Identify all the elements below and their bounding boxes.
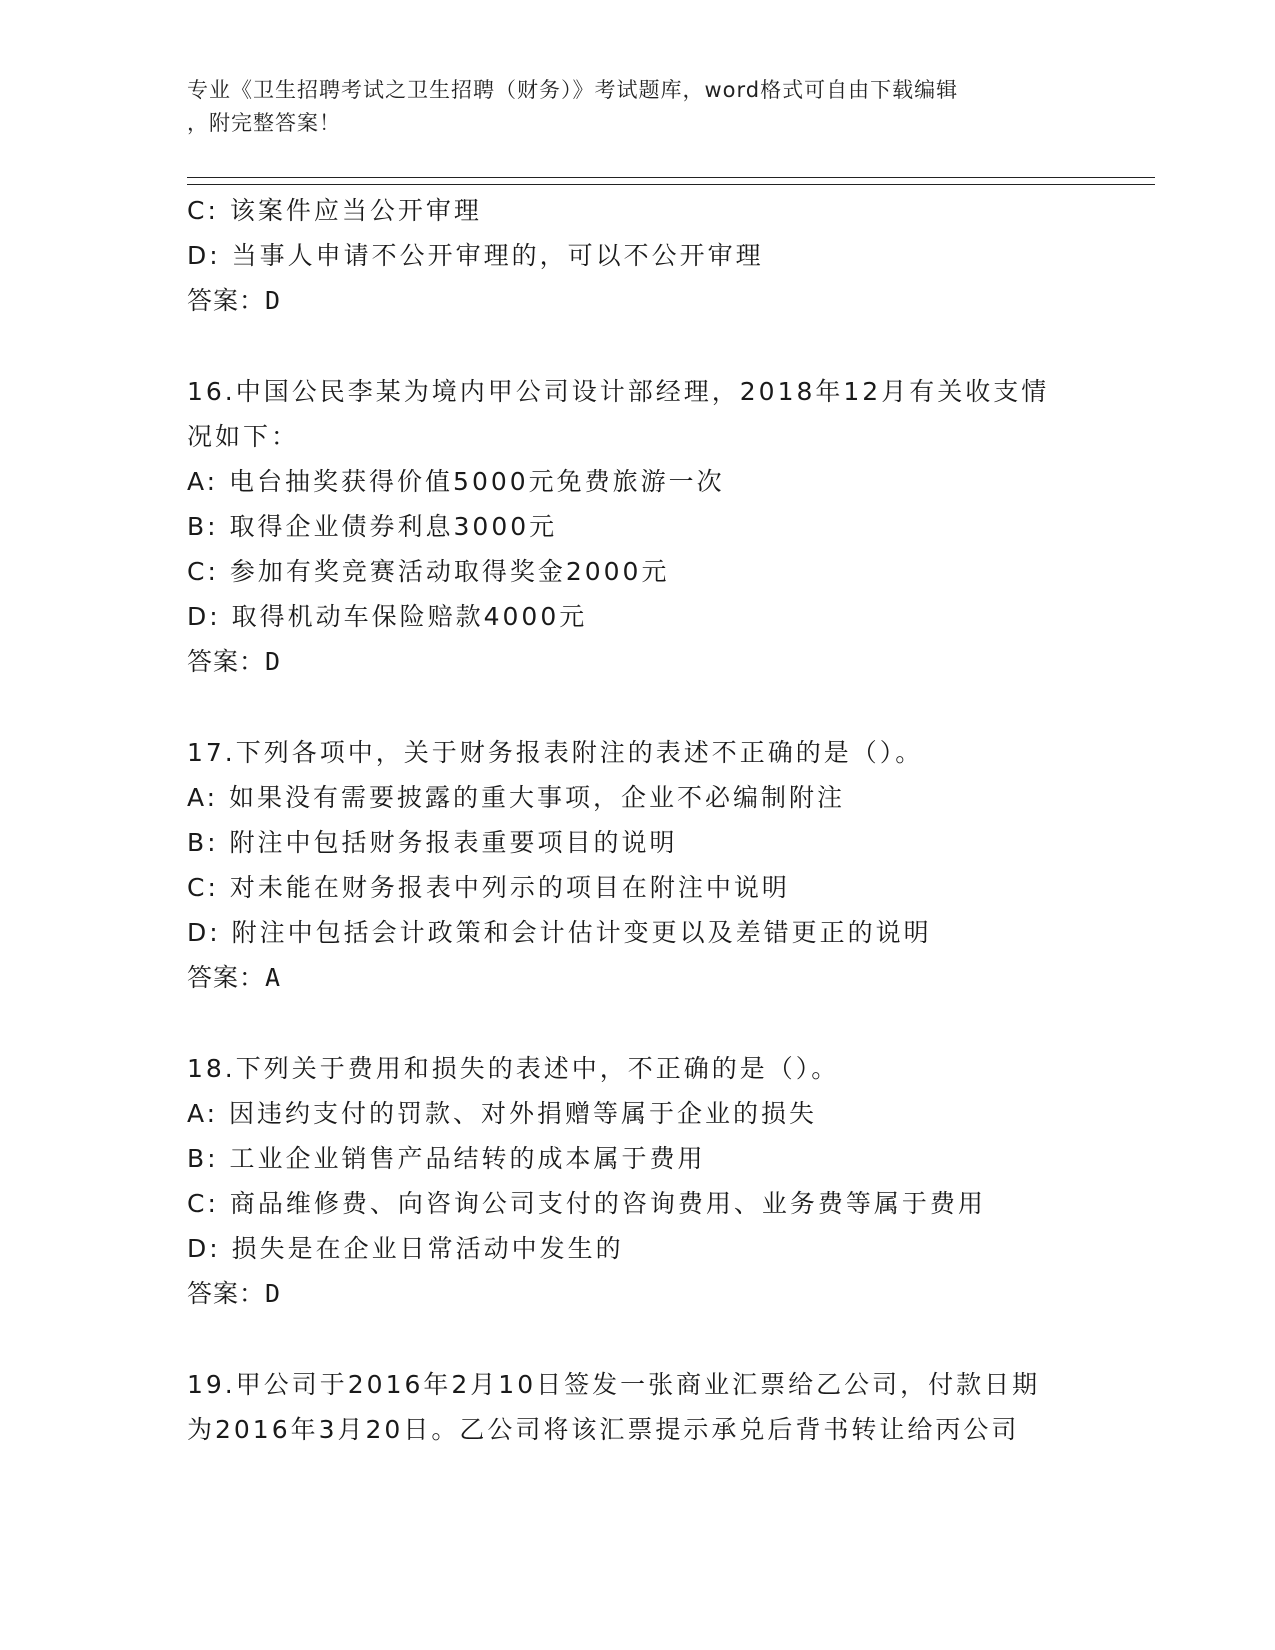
question-stem: 为2016年3月20日。乙公司将该汇票提示承兑后背书转让给丙公司 <box>187 1415 1020 1444</box>
option-line: C: 商品维修费、向咨询公司支付的咨询费用、业务费等属于费用 <box>187 1189 986 1218</box>
option-line: D: 附注中包括会计政策和会计估计变更以及差错更正的说明 <box>187 918 932 947</box>
question-stem: 18.下列关于费用和损失的表述中，不正确的是（）。 <box>187 1054 840 1083</box>
answer-line: 答案：D <box>187 1279 282 1308</box>
answer-line: 答案：A <box>187 963 282 992</box>
question-block <box>187 369 1087 684</box>
header-rule-top <box>187 177 1155 178</box>
option-line: A: 因违约支付的罚款、对外捐赠等属于企业的损失 <box>187 1099 818 1128</box>
block-gap <box>187 1000 1087 1046</box>
option-line: D: 取得机动车保险赔款4000元 <box>187 602 588 631</box>
question-block <box>187 188 1087 323</box>
question-stem: 17.下列各项中，关于财务报表附注的表述不正确的是（）。 <box>187 738 924 767</box>
block-gap <box>187 323 1087 369</box>
option-line: A: 电台抽奖获得价值5000元免费旅游一次 <box>187 467 725 496</box>
option-line: A: 如果没有需要披露的重大事项，企业不必编制附注 <box>187 783 846 812</box>
option-line: B: 取得企业债券利息3000元 <box>187 512 558 541</box>
option-line: C: 该案件应当公开审理 <box>187 196 482 225</box>
option-line: D: 当事人申请不公开审理的，可以不公开审理 <box>187 241 764 270</box>
question-stem: 16.中国公民李某为境内甲公司设计部经理，2018年12月有关收支情 <box>187 377 1050 406</box>
header-line-2: ，附完整答案！ <box>187 111 341 135</box>
question-block <box>187 1362 1087 1452</box>
question-list <box>187 188 1087 1452</box>
option-line: C: 对未能在财务报表中列示的项目在附注中说明 <box>187 873 790 902</box>
question-block <box>187 730 1087 1000</box>
block-gap <box>187 1316 1087 1362</box>
header-rule-bottom <box>187 184 1155 185</box>
answer-line: 答案：D <box>187 286 282 315</box>
question-block <box>187 1046 1087 1316</box>
option-line: C: 参加有奖竞赛活动取得奖金2000元 <box>187 557 670 586</box>
block-gap <box>187 684 1087 730</box>
option-line: B: 工业企业销售产品结转的成本属于费用 <box>187 1144 706 1173</box>
header-line-1: 专业《卫生招聘考试之卫生招聘（财务）》考试题库，word格式可自由下载编辑 <box>187 78 959 102</box>
question-stem: 况如下： <box>187 422 300 451</box>
option-line: D: 损失是在企业日常活动中发生的 <box>187 1234 624 1263</box>
question-stem: 19.甲公司于2016年2月10日签发一张商业汇票给乙公司，付款日期 <box>187 1370 1041 1399</box>
document-header <box>187 74 1067 140</box>
option-line: B: 附注中包括财务报表重要项目的说明 <box>187 828 678 857</box>
answer-line: 答案：D <box>187 647 282 676</box>
